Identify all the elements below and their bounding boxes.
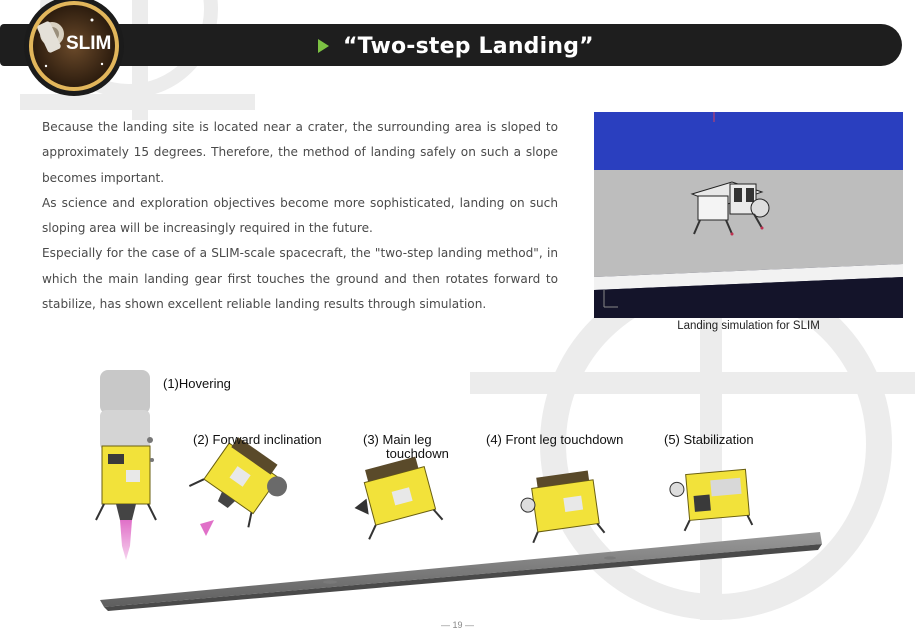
body-text: [42, 115, 558, 317]
paragraph-2: As science and exploration objectives become more sophisticated, landing on such sloping area will be increasingly required in the future.: [42, 195, 558, 236]
step-3-label-line1: (3) Main leg: [363, 432, 432, 447]
step-4-label: (4) Front leg touchdown: [486, 432, 624, 447]
logo-text: SLIM: [66, 33, 112, 54]
step-2-label: (2) Forward inclination: [193, 432, 322, 447]
paragraph-1: Because the landing site is located near a crater, the surrounding area is sloped to approximately 15 degrees. Therefore, the method of landing safely on such a slope becomes important.: [42, 120, 558, 185]
step-3-label: [363, 433, 449, 461]
page-number: — 19 —: [440, 620, 474, 630]
landing-simulation-image: [594, 112, 903, 318]
lander-hovering: [96, 370, 156, 560]
header-title: [318, 32, 594, 60]
lander-stabilization: [669, 469, 753, 532]
step-3-label-line2: touchdown: [386, 446, 449, 461]
simulation-caption: Landing simulation for SLIM: [677, 320, 820, 332]
step-5-label: (5) Stabilization: [664, 432, 754, 447]
page-title: “Two-step Landing”: [343, 33, 594, 59]
lander-front-leg-touchdown: [517, 469, 604, 543]
lander-main-leg-touchdown: [346, 454, 443, 541]
play-icon: [318, 39, 329, 53]
slim-logo: [22, 0, 126, 98]
landing-sequence-illustration: [0, 360, 915, 620]
step-1-label: (1)Hovering: [163, 376, 231, 391]
paragraph-3: Especially for the case of a SLIM-scale spacecraft, the "two-step landing method", in which the main landing gear first touches the ground and then rotates forward to stabilize, has shown excellent reliable landing results through simulation.: [42, 246, 558, 312]
